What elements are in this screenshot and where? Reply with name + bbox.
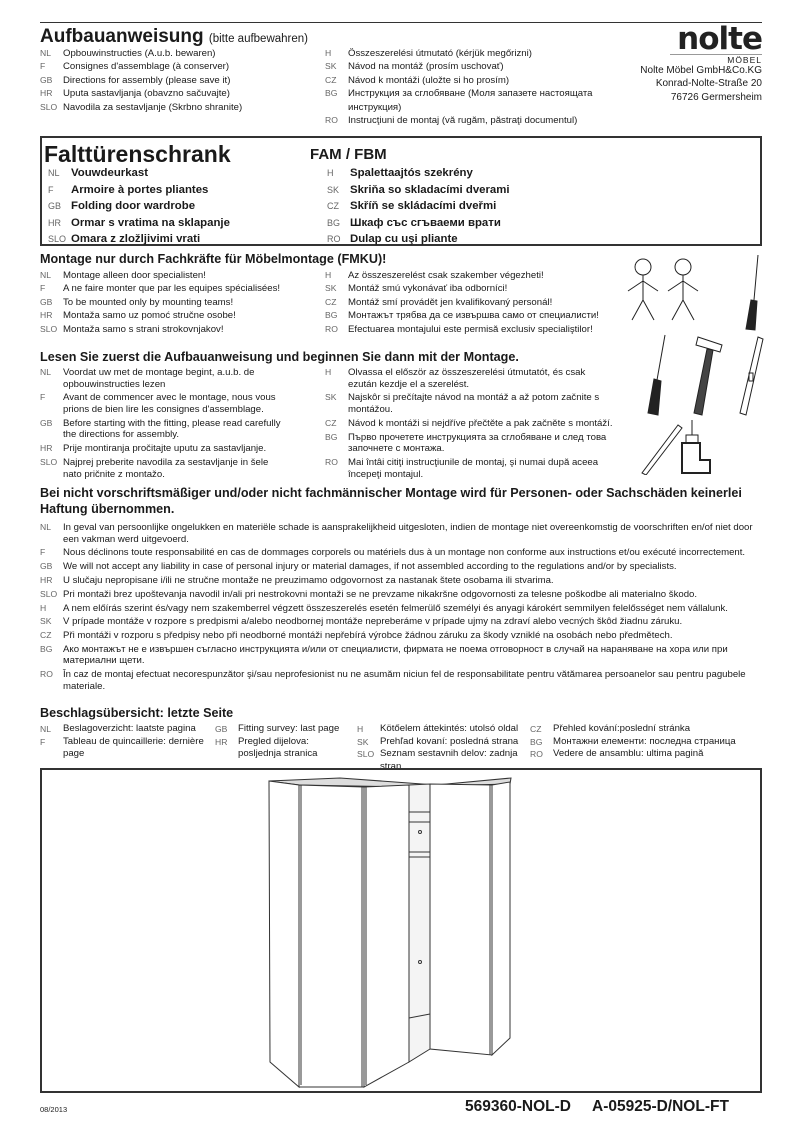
language-text: Beslagoverzicht: laatste pagina bbox=[63, 723, 196, 734]
language-code: NL bbox=[40, 522, 51, 532]
product-box bbox=[40, 136, 762, 246]
product-names-left bbox=[48, 165, 230, 248]
language-item bbox=[530, 736, 758, 749]
language-text: Първо прочетете инструкцията за сглобяване и след това започнете с монтажа. bbox=[348, 431, 607, 455]
language-code: HR bbox=[40, 88, 53, 99]
language-item bbox=[357, 723, 526, 736]
language-item bbox=[325, 367, 615, 390]
language-code: SK bbox=[325, 283, 337, 294]
language-code: CZ bbox=[530, 724, 542, 734]
language-code: F bbox=[40, 736, 46, 747]
language-text: U slučaju nepropisane i/ili ne stručne montaže ne preuzimamo odgovornost za nastanak štete osobama ili stvarima. bbox=[63, 574, 554, 586]
language-code: GB bbox=[40, 74, 53, 85]
language-item bbox=[325, 457, 615, 480]
language-code: NL bbox=[40, 724, 51, 734]
language-item bbox=[40, 669, 762, 692]
language-item bbox=[40, 736, 211, 761]
language-code: RO bbox=[325, 456, 338, 467]
language-text: Montage alleen door specialisten! bbox=[63, 270, 206, 281]
language-text: A nem előírás szerint és/vagy nem szakemberrel végzett összeszerelés esetén felmerülő személyi és anyagi károkért semmilyen felelősséget nem vállalunk. bbox=[63, 602, 728, 614]
language-text: In geval van persoonlijke ongelukken en materiële schade is aansprakelijkheid uitgesloten, indien de montage niet overeenkomstig de voorschriften en/of niet door een vakman werd uitgevoerd. bbox=[63, 522, 753, 545]
person-icon bbox=[668, 259, 698, 320]
liability-heading: Bei nicht vorschriftsmäßiger und/oder nicht fachmännischer Montage wird für Personen- oder Sachschäden keinerlei Haftung übernommen. bbox=[40, 486, 742, 516]
language-item bbox=[40, 367, 285, 390]
language-text: Skriňa so skladacími dverami bbox=[350, 183, 510, 196]
language-text: Návod k montáži (uložte si ho prosím) bbox=[348, 74, 510, 86]
language-text: Pri montaži brez upoštevanja navodil in/ali pri nestrokovni montaži se ne prevzame nikakršne odgovornosti za telesne poškodbe ali materialno škodo. bbox=[63, 588, 698, 600]
language-text: Opbouwinstructies (A.u.b. bewaren) bbox=[63, 48, 216, 59]
language-code: SK bbox=[325, 392, 337, 403]
document-title: Aufbauanweisung (bitte aufbewahren) bbox=[40, 26, 308, 47]
language-item bbox=[48, 182, 230, 199]
language-text: Монтажът трябва да се извършва само от специалисти! bbox=[348, 310, 599, 322]
language-code: BG bbox=[325, 310, 338, 321]
language-item bbox=[40, 74, 330, 87]
language-text: Seznam sestavnih delov: zadnja stran bbox=[380, 748, 518, 772]
language-text: Шкаф със сгъваеми врати bbox=[350, 216, 501, 229]
language-item bbox=[40, 616, 762, 628]
product-title: Falttürenschrank bbox=[44, 141, 231, 167]
language-text: Ако монтажът не е извършен съгласно инструкцията и/или от специалисти, фирмата не поема отговорност в случай на нараняване на хора или при материални щети. bbox=[63, 643, 728, 667]
language-item bbox=[48, 231, 230, 248]
language-text: Při montáži v rozporu s předpisy nebo při neodborné montáži nepřebírá výrobce žádnou záruku za škody vzniklé na osobách nebo předmětech. bbox=[63, 630, 673, 642]
language-code: H bbox=[40, 602, 47, 613]
language-text: Prehľad kovaní: posledná strana bbox=[380, 735, 519, 747]
language-code: SK bbox=[327, 184, 340, 195]
language-item bbox=[40, 392, 285, 415]
language-text: Consignes d'assemblage (à conserver) bbox=[63, 61, 230, 73]
language-item bbox=[40, 630, 762, 642]
language-item bbox=[325, 418, 615, 430]
language-code: HR bbox=[48, 217, 61, 228]
language-text: Kötőelem áttekintés: utolsó oldal bbox=[380, 723, 519, 734]
language-item bbox=[40, 296, 325, 309]
language-code: F bbox=[40, 283, 46, 294]
language-text: Vouwdeurkast bbox=[71, 167, 149, 179]
language-code: GB bbox=[40, 417, 53, 428]
language-code: H bbox=[325, 270, 332, 280]
language-text: Najskôr si prečítajte návod na montáž a až potom začnite s montážou. bbox=[348, 392, 600, 415]
language-text: Монтажни елементи: последна страница bbox=[553, 735, 736, 747]
product-illustration-box bbox=[40, 768, 762, 1093]
language-code: HR bbox=[40, 443, 53, 454]
language-code: HR bbox=[40, 310, 53, 321]
language-item bbox=[530, 723, 758, 736]
language-item bbox=[327, 231, 510, 248]
language-item bbox=[327, 198, 510, 215]
product-model: FAM / FBM bbox=[310, 146, 387, 163]
language-item bbox=[327, 182, 510, 199]
language-code: NL bbox=[40, 48, 51, 58]
language-code: SK bbox=[357, 736, 369, 747]
language-item bbox=[40, 443, 285, 455]
language-code: BG bbox=[325, 88, 338, 99]
language-code: NL bbox=[40, 367, 51, 377]
nolte-logo: nolte MÖBEL bbox=[640, 24, 762, 65]
language-text: În caz de montaj efectuat necorespunzător şi/sau neprofesionist nu ne asumăm niciun fel de responsabilitate pentru vătămarea persoanelor sau pentru pagubele materiale. bbox=[63, 669, 746, 692]
language-item bbox=[40, 723, 211, 736]
language-code: SLO bbox=[40, 101, 58, 112]
language-code: HR bbox=[40, 574, 53, 585]
language-code: SLO bbox=[40, 456, 58, 467]
language-item bbox=[48, 165, 230, 182]
language-code: RO bbox=[327, 234, 341, 245]
language-item bbox=[325, 432, 615, 455]
language-item bbox=[325, 282, 620, 295]
language-code: SK bbox=[40, 616, 52, 627]
language-item bbox=[40, 522, 762, 545]
fittings-column bbox=[530, 723, 758, 761]
liability-list bbox=[40, 522, 762, 695]
fittings-column bbox=[357, 723, 526, 773]
language-code: F bbox=[40, 392, 46, 403]
header-languages-left bbox=[40, 47, 330, 114]
language-text: A ne faire monter que par les equipes spécialisées! bbox=[63, 283, 281, 295]
footer-doc-number: 569360-NOL-D bbox=[465, 1098, 571, 1115]
language-item bbox=[325, 114, 615, 127]
fittings-heading: Beschlagsübersicht: letzte Seite bbox=[40, 706, 234, 720]
language-item bbox=[40, 323, 325, 336]
screwdriver-flat-icon bbox=[648, 335, 665, 415]
hammer-icon bbox=[694, 337, 722, 415]
language-code: SK bbox=[325, 61, 337, 72]
language-text: Before starting with the fitting, please read carefully the directions for assembly. bbox=[63, 417, 281, 441]
language-text: Olvassa el először az összeszerelési útmutatót, és csak ezután kezdje el a szerelést. bbox=[348, 367, 586, 390]
language-item bbox=[40, 457, 285, 480]
footer-date: 08/2013 bbox=[40, 1105, 68, 1114]
language-item bbox=[40, 101, 330, 114]
language-item bbox=[40, 603, 762, 615]
language-code: NL bbox=[40, 270, 51, 280]
language-text: Mai întâi citiţi instrucţiunile de montaj, şi numai după aceea începeţi montajul. bbox=[348, 456, 599, 480]
language-code: CZ bbox=[325, 417, 337, 428]
language-code: CZ bbox=[40, 630, 52, 641]
language-text: Návod k montáži si nejdříve přečtěte a pak začněte s montáží. bbox=[348, 417, 613, 429]
language-item bbox=[327, 215, 510, 232]
language-item bbox=[40, 47, 330, 60]
language-text: We will not accept any liability in case of personal injury or material damages, if not assembled according to the regulations and/or by specialists. bbox=[63, 561, 677, 573]
language-text: Dulap cu uşi pliante bbox=[350, 233, 458, 246]
language-item bbox=[325, 269, 620, 282]
language-item bbox=[215, 723, 353, 736]
language-item bbox=[40, 282, 325, 295]
language-code: NL bbox=[48, 168, 60, 178]
language-item bbox=[325, 47, 615, 60]
read-first-heading: Lesen Sie zuerst die Aufbauanweisung und beginnen Sie dann mit der Montage. bbox=[40, 350, 519, 364]
language-item bbox=[40, 589, 762, 601]
language-code: CZ bbox=[325, 296, 337, 307]
language-item bbox=[325, 309, 620, 322]
top-rule bbox=[40, 22, 762, 23]
language-text: Montáž smú vykonávať iba odborníci! bbox=[348, 283, 508, 295]
language-item bbox=[40, 644, 762, 667]
language-item bbox=[48, 215, 230, 232]
language-code: RO bbox=[40, 669, 53, 680]
language-code: BG bbox=[325, 431, 338, 442]
language-item bbox=[40, 87, 330, 100]
language-item bbox=[40, 418, 285, 441]
read-first-right bbox=[325, 367, 615, 482]
specialists-right bbox=[325, 269, 620, 336]
language-item bbox=[325, 296, 620, 309]
language-text: Montaža samo s strani strokovnjakov! bbox=[63, 323, 224, 335]
language-code: BG bbox=[40, 643, 53, 654]
language-text: Najprej preberite navodila za sestavljanje in šele nato pričnite z montažo. bbox=[63, 456, 269, 480]
language-code: H bbox=[357, 724, 364, 734]
language-code: GB bbox=[48, 201, 62, 212]
language-item bbox=[325, 392, 615, 415]
language-text: Az összeszerelést csak szakember végezheti! bbox=[348, 270, 544, 281]
specialists-left bbox=[40, 269, 325, 336]
language-text: Armoire à portes pliantes bbox=[71, 183, 209, 196]
language-item bbox=[40, 547, 762, 559]
language-text: Prije montiranja pročitajte uputu za sastavljanje. bbox=[63, 443, 267, 455]
specialists-heading: Montage nur durch Fachkräfte für Möbelmontage (FMKU)! bbox=[40, 252, 387, 266]
language-code: H bbox=[327, 168, 334, 178]
language-text: Montaža samo uz pomoć stručne osobe! bbox=[63, 310, 236, 322]
spirit-level-icon bbox=[740, 337, 763, 415]
language-text: Instrucţiuni de montaj (vă rugăm, păstraţi documentul) bbox=[348, 115, 578, 127]
tools-illustration bbox=[610, 255, 770, 475]
language-text: Ormar s vratima na sklapanje bbox=[71, 216, 230, 229]
language-text: Fitting survey: last page bbox=[238, 723, 340, 734]
language-text: Directions for assembly (please save it) bbox=[63, 74, 231, 86]
footer-reference: A-05925-D/NOL-FT bbox=[592, 1098, 729, 1115]
fittings-column bbox=[215, 723, 353, 761]
language-item bbox=[40, 269, 325, 282]
language-code: RO bbox=[530, 749, 543, 760]
company-address: Nolte Möbel GmbH&Co.KG Konrad-Nolte-Straße 20 76726 Germersheim bbox=[640, 65, 762, 103]
language-code: BG bbox=[530, 736, 543, 747]
language-text: Folding door wardrobe bbox=[71, 200, 196, 213]
product-names-right bbox=[327, 165, 510, 248]
language-text: Skříň se skládacími dveřmi bbox=[350, 200, 497, 213]
language-item bbox=[327, 165, 510, 182]
language-text: Voordat uw met de montage begint, a.u.b. de opbouwinstructies lezen bbox=[63, 367, 255, 390]
language-code: SLO bbox=[48, 234, 67, 245]
language-item bbox=[40, 60, 330, 73]
language-text: Pregled dijelova: posljednja stranica bbox=[238, 735, 318, 760]
language-text: Vedere de ansamblu: ultima pagină bbox=[553, 748, 704, 760]
language-item bbox=[530, 748, 758, 761]
language-text: Nous déclinons toute responsabilité en cas de dommages corporels ou matériels dus à un montage non conforme aux instructions et/ou exécuté incorrectement. bbox=[63, 547, 746, 559]
language-item bbox=[357, 736, 526, 749]
language-item bbox=[40, 309, 325, 322]
language-text: Spalettaajtós szekrény bbox=[350, 167, 473, 179]
language-code: CZ bbox=[325, 74, 337, 85]
language-code: GB bbox=[40, 561, 53, 572]
language-text: Návod na montáž (prosím uschovať) bbox=[348, 61, 504, 73]
language-text: Efectuarea montajului este permisă exclusiv specialiştilor! bbox=[348, 323, 593, 335]
language-item bbox=[40, 561, 762, 573]
language-code: SLO bbox=[40, 323, 58, 334]
language-item bbox=[215, 736, 353, 761]
wardrobe-illustration bbox=[42, 770, 760, 1091]
language-code: CZ bbox=[327, 201, 339, 212]
language-text: Navodila za sestavljanje (Skrbno shranite) bbox=[63, 101, 243, 113]
read-first-left bbox=[40, 367, 285, 482]
language-code: H bbox=[325, 367, 332, 377]
language-item bbox=[40, 575, 762, 587]
language-code: BG bbox=[327, 217, 341, 228]
language-text: Инструкция за сглобяване (Моля запазете настоящата инструкция) bbox=[348, 88, 593, 113]
language-text: Omara z zložljivimi vrati bbox=[71, 233, 201, 246]
language-text: Přehled kování:poslední stránka bbox=[553, 723, 691, 734]
language-code: H bbox=[325, 48, 332, 58]
language-code: RO bbox=[325, 115, 338, 126]
language-code: HR bbox=[215, 736, 228, 747]
language-text: Tableau de quincaillerie: dernière page bbox=[63, 735, 204, 760]
language-code: F bbox=[40, 61, 46, 72]
language-text: Avant de commencer avec le montage, nous vous prions de bien lire les consignes d'assemblage. bbox=[63, 392, 276, 415]
language-code: GB bbox=[40, 296, 53, 307]
language-code: RO bbox=[325, 323, 338, 334]
language-item bbox=[325, 323, 620, 336]
language-code: SLO bbox=[357, 749, 375, 760]
language-text: V prípade montáže v rozpore s predpismi a/alebo neodbornej montáže nepreberáme v prípade ujmy na zdraví alebo vecných škôd žiadnu záruku. bbox=[63, 616, 683, 628]
person-icon bbox=[628, 259, 658, 320]
language-item bbox=[48, 198, 230, 215]
screwdriver-phillips-icon bbox=[746, 255, 758, 330]
language-code: SLO bbox=[40, 588, 58, 599]
language-code: F bbox=[40, 547, 46, 558]
language-code: GB bbox=[215, 724, 228, 734]
language-code: F bbox=[48, 184, 54, 195]
drill-bit-icon bbox=[642, 425, 682, 475]
fittings-column bbox=[40, 723, 211, 761]
language-text: To be mounted only by mounting teams! bbox=[63, 296, 234, 308]
power-drill-icon bbox=[682, 420, 710, 473]
language-text: Összeszerelési útmutató (kérjük megőrizni) bbox=[348, 48, 532, 59]
language-text: Montáž smí provádět jen kvalifikovaný personál! bbox=[348, 296, 553, 308]
language-text: Uputa sastavljanja (obavzno sačuvajte) bbox=[63, 88, 230, 100]
